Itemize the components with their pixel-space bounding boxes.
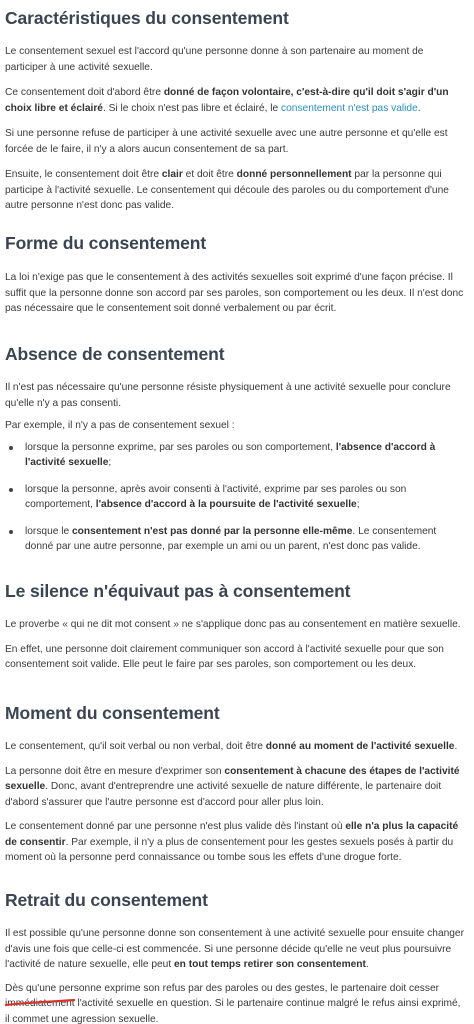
list-item	[5, 524, 467, 555]
text-run: Ensuite, le consentement doit être	[5, 169, 162, 180]
text-run: .	[454, 741, 458, 752]
text-run: et doit être	[182, 169, 237, 180]
bullet-list	[5, 440, 467, 555]
paragraph: Si une personne refuse de participer à une activité sexuelle avec une autre personne et qu'elle est forcée de le faire, il n'y a alors aucun consentement de sa part.	[5, 128, 448, 155]
list-item	[5, 482, 467, 513]
text-run: .	[417, 102, 421, 114]
section-retrait	[5, 889, 467, 1024]
consentement-invalide-link[interactable]: consentement n'est pas valide	[281, 102, 418, 114]
section-title: Forme du consentement	[5, 233, 207, 253]
text-run: par la personne qui participe à l'activité sexuelle. Le consentement qui découle des paroles ou du comportement d'une autre personne n'est donc pas valide.	[5, 169, 449, 211]
text-run: .	[365, 959, 369, 970]
section-title: Le silence n'équivaut pas à consentement	[5, 581, 351, 601]
text-run: ;	[356, 499, 360, 510]
text-run: La personne doit être en mesure d'exprimer son	[5, 765, 225, 777]
text-run: Il est possible qu'une personne donne son consentement à une activité sexuelle pour ensuite changer d'avis une fois que celle-ci est commencée. Si une personne décide qu'elle ne veut plus poursuivre l'activité de nature sexuelle, elle peut	[5, 928, 464, 970]
paragraph	[5, 764, 467, 811]
paragraph: Dès qu'une personne exprime son refus par des paroles ou des gestes, le partenaire doit cesser immédiatement l'activité sexuelle en question. Si le partenaire continue malgré le refus ainsi exprimé, il commet une agression sexuelle.	[5, 982, 461, 1024]
bold-text: donné personnellement	[236, 169, 352, 180]
section-title: Moment du consentement	[5, 703, 220, 723]
paragraph	[5, 167, 467, 214]
text-run: . Donc, avant d'entreprendre une activité sexuelle de nature différente, le partenaire doit d'abord s'assurer que l'autre personne est d'accord pour aller plus loin.	[5, 781, 442, 808]
text-run: . Le consentement donné par une autre personne, par exemple un ami ou un parent, n'est donc pas valide.	[25, 525, 437, 552]
text-run: lorsque la personne exprime, par ses paroles ou son comportement,	[25, 441, 336, 453]
bold-text: consentement à chacune des étapes de l'activité sexuelle	[5, 765, 460, 792]
bold-text: donné au moment de l'activité sexuelle	[265, 741, 455, 752]
bold-text: donné de façon volontaire, c'est-à-dire qu'il doit s'agir d'un choix libre et éclairé	[5, 87, 449, 114]
bold-text: l'absence d'accord à la poursuite de l'activité sexuelle	[95, 499, 357, 510]
paragraph: La loi n'exige pas que le consentement à des activités sexuelles soit exprimé d'une façon précise. Il suffit que la personne donne son accord par ses paroles, son comportement ou les deux. Il n'est donc pas nécessaire que le consentement soit donné verbalement ou par écrit.	[5, 272, 464, 314]
section-moment	[5, 702, 467, 866]
text-run: Le consentement donné par une personne n'est plus valide dès l'instant où	[5, 821, 346, 832]
section-forme	[5, 232, 467, 317]
text-run: lorsque le	[25, 525, 73, 537]
paragraph	[5, 739, 467, 755]
section-silence	[5, 580, 467, 673]
section-title: Retrait du consentement	[5, 890, 208, 910]
paragraph	[5, 926, 467, 973]
section-absence	[5, 343, 467, 566]
text-run: . Si le choix n'est pas libre et éclairé, le	[102, 102, 282, 114]
paragraph: Le consentement sexuel est l'accord qu'une personne donne à son partenaire au moment de participer à une activité sexuelle.	[5, 46, 424, 73]
bold-text: consentement n'est pas donné par la personne elle-même	[72, 525, 353, 537]
bold-text: en tout temps retirer son consentement	[174, 959, 366, 970]
section-title: Caractéristiques du consentement	[5, 8, 289, 28]
text-run: ;	[108, 457, 112, 468]
bold-text: l'absence d'accord à l'activité sexuelle	[25, 441, 436, 468]
text-run: . Par exemple, il n'y a plus de consentement pour les gestes sexuels posés à partir du moment où la personne perd connaissance ou tombe sous les effets d'une drogue forte.	[5, 836, 454, 863]
bold-text: clair	[161, 169, 183, 180]
section-title: Absence de consentement	[5, 344, 225, 364]
paragraph: Le proverbe « qui ne dit mot consent » ne s'applique donc pas au consentement en matière sexuelle.	[5, 619, 461, 630]
bold-text: elle n'a plus la capacité de consentir	[5, 821, 459, 848]
text-run: Ce consentement doit d'abord être	[5, 87, 164, 98]
paragraph: En effet, une personne doit clairement communiquer son accord à l'activité sexuelle pour que son consentement soit valide. Elle peut le faire par ses paroles, son comportement ou les deux.	[5, 643, 444, 670]
paragraph: Il n'est pas nécessaire qu'une personne résiste physiquement à une activité sexuelle pour conclure qu'elle n'y a pas consenti.	[5, 382, 451, 409]
text-run: Le consentement, qu'il soit verbal ou non verbal, doit être	[5, 741, 266, 752]
paragraph	[5, 819, 467, 866]
text-run: lorsque la personne, après avoir consenti à l'activité, exprime par ses paroles ou son comportement,	[25, 483, 407, 510]
section-caracteristiques	[5, 7, 467, 214]
paragraph	[5, 85, 467, 116]
list-item	[5, 440, 467, 471]
paragraph: Par exemple, il n'y a pas de consentement sexuel :	[5, 420, 235, 431]
